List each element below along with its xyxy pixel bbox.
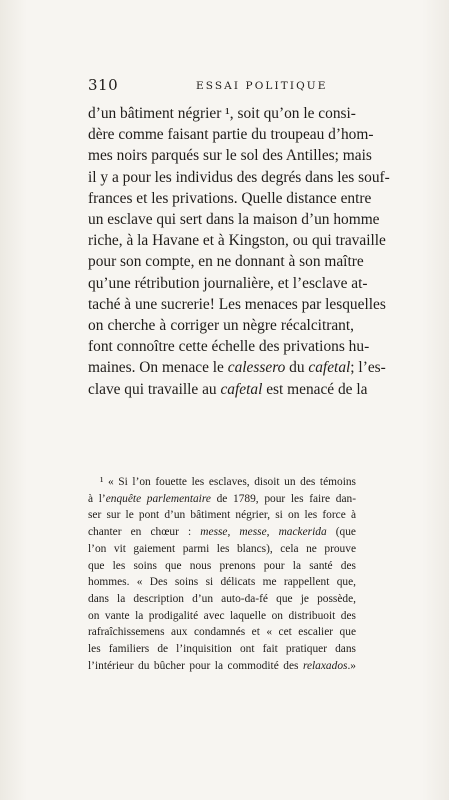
footnote-text: chanter en chœur : [88, 526, 201, 539]
footnote-line [88, 574, 356, 591]
body-line [88, 251, 364, 272]
body-line [88, 188, 372, 209]
body-line [88, 273, 368, 294]
footnote-text: .» [347, 659, 356, 672]
body-line [88, 379, 368, 400]
body-text: d’un bâtiment négrier ¹, soit qu’on le consi- [88, 105, 356, 122]
body-text: il y a pour les individus des degrés dans les souf- [88, 168, 390, 186]
footnote-line [88, 658, 356, 675]
footnote-text: l’on vit gaiement parmi les blancs), cela ne prouve [88, 542, 356, 555]
footnote-text: on vante la prodigalité avec laquelle on distribuoit des [88, 609, 356, 622]
footnote-line [88, 558, 356, 575]
body-line [88, 124, 374, 145]
footnotes [88, 474, 356, 674]
body-line [88, 315, 354, 336]
footnote-text: à l’ [88, 492, 106, 505]
footnote-line [88, 608, 356, 625]
footnote-text: ¹ « Si l’on fouette les esclaves, disoit un des témoins [100, 476, 356, 488]
footnote-line [88, 474, 356, 491]
body-text: clave qui travaille au [88, 380, 221, 398]
footnote-line [88, 591, 356, 608]
body-text: on cherche à corriger un nègre récalcitrant, [88, 317, 354, 335]
body-text: dère comme faisant partie du troupeau d’hom- [88, 126, 374, 144]
body-text: riche, à la Havane et à Kingston, ou qui travaille [88, 232, 386, 250]
body-text: taché à une sucrerie! Les menaces par lesquelles [88, 295, 386, 313]
body-line [88, 103, 354, 124]
footnote-text: de 1789, pour les faire dan- [210, 492, 356, 505]
footnote-line [88, 624, 356, 641]
body-line [88, 145, 372, 166]
footnote-line [88, 507, 356, 524]
body-line [88, 209, 380, 230]
body-line [88, 294, 386, 315]
page-number: 310 [88, 76, 119, 94]
body-text: est menacé de la [262, 380, 368, 398]
body-italic-text: cafetal [220, 380, 263, 398]
footnote-text: (que [326, 526, 356, 539]
footnote-text: que les soins que nous prenons pour la santé des [88, 559, 356, 572]
body-text: font connoître cette échelle des privations hu- [88, 338, 370, 356]
footnote-line [88, 641, 356, 658]
body-text: pour son compte, en ne donnant à son maître [88, 253, 364, 271]
body-text: un esclave qui sert dans la maison d’un homme [88, 211, 380, 229]
body-text: du [285, 359, 309, 377]
body-line [88, 230, 386, 251]
footnote-text: les familiers de l’inquisition ont fait pratiquer dans [88, 643, 356, 656]
body-text: qu’une rétribution journalière, et l’esclave at- [88, 274, 368, 292]
footnote-text: dans la description d’un auto-da-fé que je possède, [88, 592, 356, 605]
body-line [88, 357, 386, 378]
footnote-text: rafraîchissemens aux condamnés et « cet escalier que [88, 626, 356, 639]
footnote-line [88, 541, 356, 558]
body-text: maines. On menace le [88, 359, 228, 377]
footnote-line [88, 491, 356, 508]
footnote-text: ser sur le pont d’un bâtiment négrier, si on les force à [88, 509, 356, 522]
footnote-line [88, 524, 356, 541]
body-italic-text: cafetal [308, 359, 351, 377]
main-text [88, 103, 390, 400]
footnote-italic-text: messe, messe, mackerida [200, 526, 327, 539]
body-italic-text: calessero [227, 359, 286, 377]
footnote-italic-text: relaxados [302, 659, 348, 672]
body-line [88, 167, 390, 188]
body-text: frances et les privations. Quelle distance entre [88, 189, 372, 207]
body-line [88, 336, 370, 357]
running-head: ESSAI POLITIQUE [196, 80, 328, 92]
footnote-text: hommes. « Des soins si délicats me rappellent que, [88, 576, 356, 589]
footnote-text: l’intérieur du bûcher pour la commodité des [88, 659, 303, 672]
body-text: mes noirs parqués sur le sol des Antilles; mais [88, 147, 372, 165]
body-text: ; l’es- [350, 359, 386, 377]
footnote-italic-text: enquête parlementaire [105, 492, 211, 505]
